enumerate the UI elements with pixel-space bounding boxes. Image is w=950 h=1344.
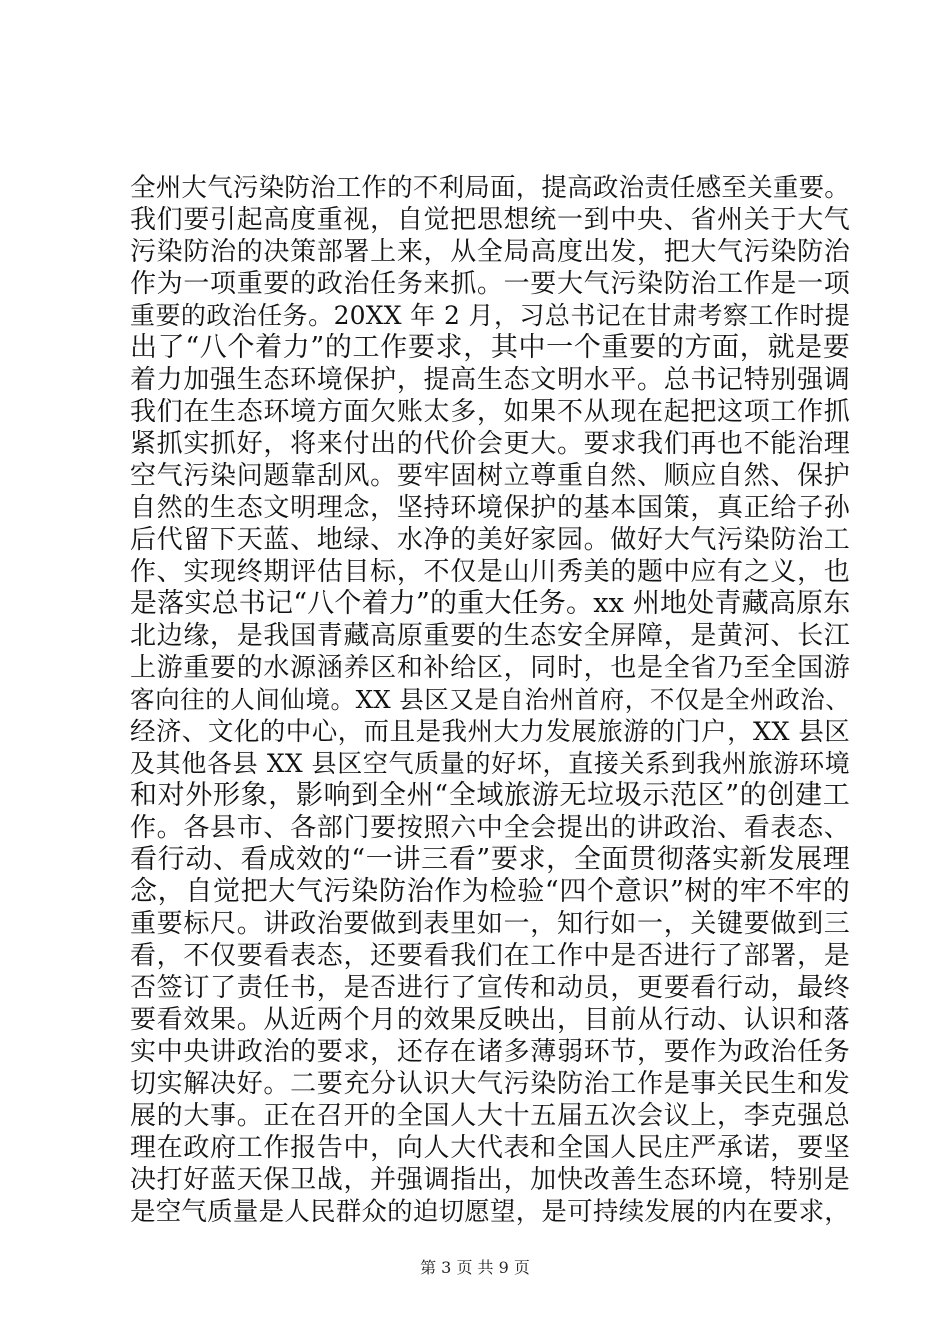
text-line: 看，不仅要看表态，还要看我们在工作中是否进行了部署，是 — [130, 941, 850, 971]
text-line: 北边缘，是我国青藏高原重要的生态安全屏障，是黄河、长江 — [130, 621, 850, 651]
text-line: 自然的生态文明理念，坚持环境保护的基本国策，真正给子孙 — [130, 493, 850, 523]
text-line: 客向往的人间仙境。XX 县区又是自治州首府，不仅是全州政治、 — [130, 685, 850, 714]
text-line: 要看效果。从近两个月的效果反映出，目前从行动、认识和落 — [130, 1005, 850, 1035]
text-line: 是落实总书记“八个着力”的重大任务。xx 州地处青藏高原东 — [130, 588, 851, 619]
text-line: 及其他各县 XX 县区空气质量的好坏，直接关系到我州旅游环境 — [130, 749, 850, 778]
text-line: 上游重要的水源涵养区和补给区，同时，也是全省乃至全国游 — [130, 653, 850, 683]
text-line: 作、实现终期评估目标，不仅是山川秀美的题中应有之义，也 — [130, 557, 850, 587]
text-line: 理在政府工作报告中，向人大代表和全国人民庄严承诺，要坚 — [130, 1133, 850, 1163]
text-line: 看行动、看成效的“一讲三看”要求，全面贯彻落实新发展理 — [130, 844, 850, 875]
text-line: 作。各县市、各部门要按照六中全会提出的讲政治、看表态、 — [130, 813, 850, 843]
text-line: 作为一项重要的政治任务来抓。一要大气污染防治工作是一项 — [130, 269, 850, 299]
text-line: 空气污染问题靠刮风。要牢固树立尊重自然、顺应自然、保护 — [130, 461, 850, 491]
text-line: 否签订了责任书，是否进行了宣传和动员，更要看行动，最终 — [130, 973, 850, 1003]
text-line: 我们要引起高度重视，自觉把思想统一到中央、省州关于大气 — [130, 205, 850, 235]
text-line: 经济、文化的中心，而且是我州大力发展旅游的门户，XX 县区 — [130, 717, 850, 747]
text-line: 是空气质量是人民群众的迫切愿望，是可持续发展的内在要求， — [130, 1197, 850, 1227]
text-line: 紧抓实抓好，将来付出的代价会更大。要求我们再也不能治理 — [130, 429, 850, 459]
text-line: 展的大事。正在召开的全国人大十五届五次会议上，李克强总 — [130, 1101, 850, 1131]
text-line: 出了“八个着力”的工作要求，其中一个重要的方面，就是要 — [130, 332, 850, 363]
text-line: 全州大气污染防治工作的不利局面，提高政治责任感至关重要。 — [130, 173, 850, 203]
page-number-footer: 第 3 页 共 9 页 — [420, 1258, 530, 1277]
text-line: 后代留下天蓝、地绿、水净的美好家园。做好大气污染防治工 — [130, 525, 850, 555]
text-line: 重要标尺。讲政治要做到表里如一，知行如一，关键要做到三 — [130, 909, 850, 939]
text-line: 念，自觉把大气污染防治作为检验“四个意识”树的牢不牢的 — [130, 876, 850, 907]
text-line: 和对外形象，影响到全州“全域旅游无垃圾示范区”的创建工 — [130, 780, 850, 811]
text-line: 实中央讲政治的要求，还存在诸多薄弱环节，要作为政治任务 — [130, 1037, 850, 1067]
text-line: 着力加强生态环境保护，提高生态文明水平。总书记特别强调 — [130, 365, 850, 395]
text-line: 决打好蓝天保卫战，并强调指出，加快改善生态环境，特别是 — [130, 1165, 850, 1195]
body-paragraph — [130, 172, 850, 1228]
text-line: 污染防治的决策部署上来，从全局高度出发，把大气污染防治 — [130, 237, 850, 267]
text-line: 重要的政治任务。20XX 年 2 月，习总书记在甘肃考察工作时提 — [130, 301, 850, 330]
text-line: 我们在生态环境方面欠账太多，如果不从现在起把这项工作抓 — [130, 397, 850, 427]
text-line: 切实解决好。二要充分认识大气污染防治工作是事关民生和发 — [130, 1069, 850, 1099]
